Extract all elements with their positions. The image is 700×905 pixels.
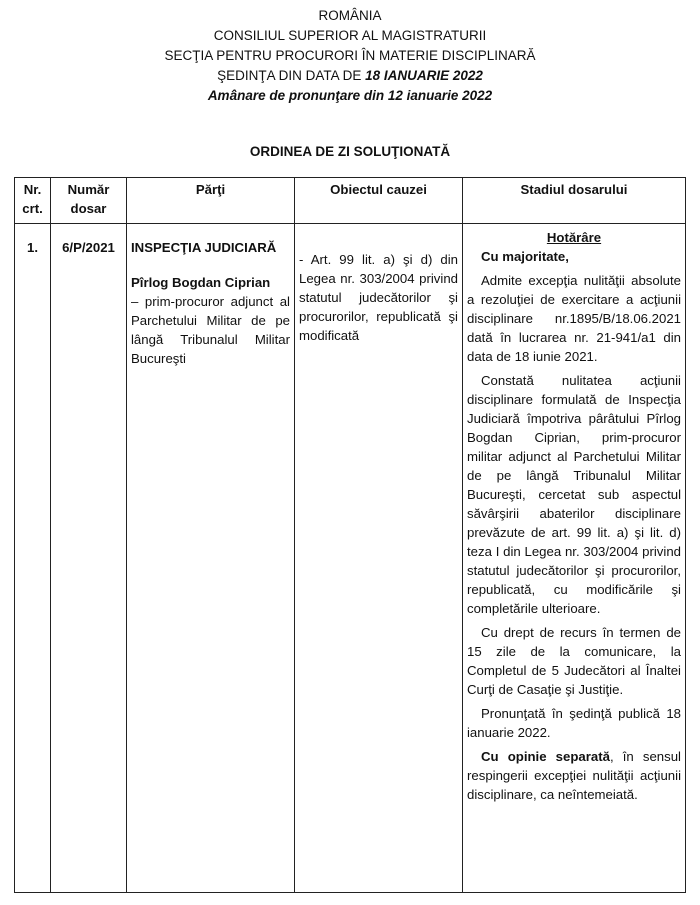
- case-object: - Art. 99 lit. a) şi d) din Legea nr. 303/2004 privind statutul judecătorilor şi procurorilor, republicată şi modificată: [299, 252, 458, 343]
- decision-paragraph-5: [467, 747, 681, 804]
- header-session-prefix: ŞEDINŢA DIN DATA DE: [217, 68, 366, 83]
- decision-majority: Cu majoritate,: [481, 249, 569, 264]
- decision-paragraph-1: Admite excepţia nulităţii absolute a rezoluţiei de exercitare a acţiunii disciplinare nr.1895/B/18.06.2021 dată în lucrarea nr. 21-941/a1 din data de 18 iunie 2021.: [467, 273, 681, 364]
- table-header-row: [15, 178, 686, 224]
- table-row: [15, 224, 686, 893]
- separate-opinion-label: Cu opinie separată: [481, 749, 610, 764]
- col-header-stadiu: Stadiul dosarului: [463, 178, 686, 224]
- col-header-parti: Părţi: [127, 178, 295, 224]
- col-header-obiect: Obiectul cauzei: [295, 178, 463, 224]
- cell-obiect: [295, 224, 463, 893]
- header-session: [0, 66, 700, 86]
- party-defendant-description: – prim-procuror adjunct al Parchetului Militar de pe lângă Tribunalul Militar Bucureşti: [131, 294, 290, 366]
- party-defendant-name: Pîrlog Bogdan Ciprian: [131, 275, 271, 290]
- header-session-date: 18 IANUARIE 2022: [365, 68, 483, 83]
- decision-paragraph-2: Constată nulitatea acţiunii disciplinare formulată de Inspecţia Judiciară împotriva pârâtului Pîrlog Bogdan Ciprian, prim-procuror militar adjunct al Parchetului Militar de pe lângă Tribunalul Militar Bucureşti, cercetat sub aspectul săvârşirii abaterilor disciplinare prevăzute de art. 99 lit. a) şi lit. d) teza I din Legea nr. 303/2004 privind statutul judecătorilor şi procurorilor, republicată, cu modificările şi completările ulterioare.: [467, 373, 681, 616]
- col-header-nr: Nr. crt.: [15, 178, 51, 224]
- header-postponement: Amânare de pronunţare din 12 ianuarie 2022: [207, 88, 493, 103]
- header-country: ROMÂNIA: [318, 8, 382, 23]
- document-title: ORDINEA DE ZI SOLUŢIONATĂ: [249, 144, 451, 159]
- cell-nr: 1.: [15, 224, 51, 893]
- cell-stadiu: [463, 224, 686, 893]
- col-header-dosar: Număr dosar: [51, 178, 127, 224]
- agenda-table: [14, 177, 686, 893]
- document-header: [0, 0, 700, 106]
- decision-paragraph-4: Pronunţată în şedinţă publică 18 ianuarie 2022.: [467, 706, 681, 740]
- decision-heading: Hotărâre: [546, 230, 602, 245]
- header-council: CONSILIUL SUPERIOR AL MAGISTRATURII: [213, 28, 487, 43]
- cell-parti: [127, 224, 295, 893]
- decision-paragraph-3: Cu drept de recurs în termen de 15 zile de la comunicare, la Completul de 5 Judecători al Înaltei Curţi de Casaţie şi Justiţie.: [467, 625, 681, 697]
- header-section: SECŢIA PENTRU PROCURORI ÎN MATERIE DISCIPLINARĂ: [164, 48, 536, 63]
- separate-opinion-text: , în sensul respingerii excepţiei nulităţii acţiunii disciplinare, ca neîntemeiată.: [467, 749, 681, 802]
- cell-dosar: 6/P/2021: [51, 224, 127, 893]
- party-applicant: INSPECŢIA JUDICIARĂ: [131, 240, 277, 255]
